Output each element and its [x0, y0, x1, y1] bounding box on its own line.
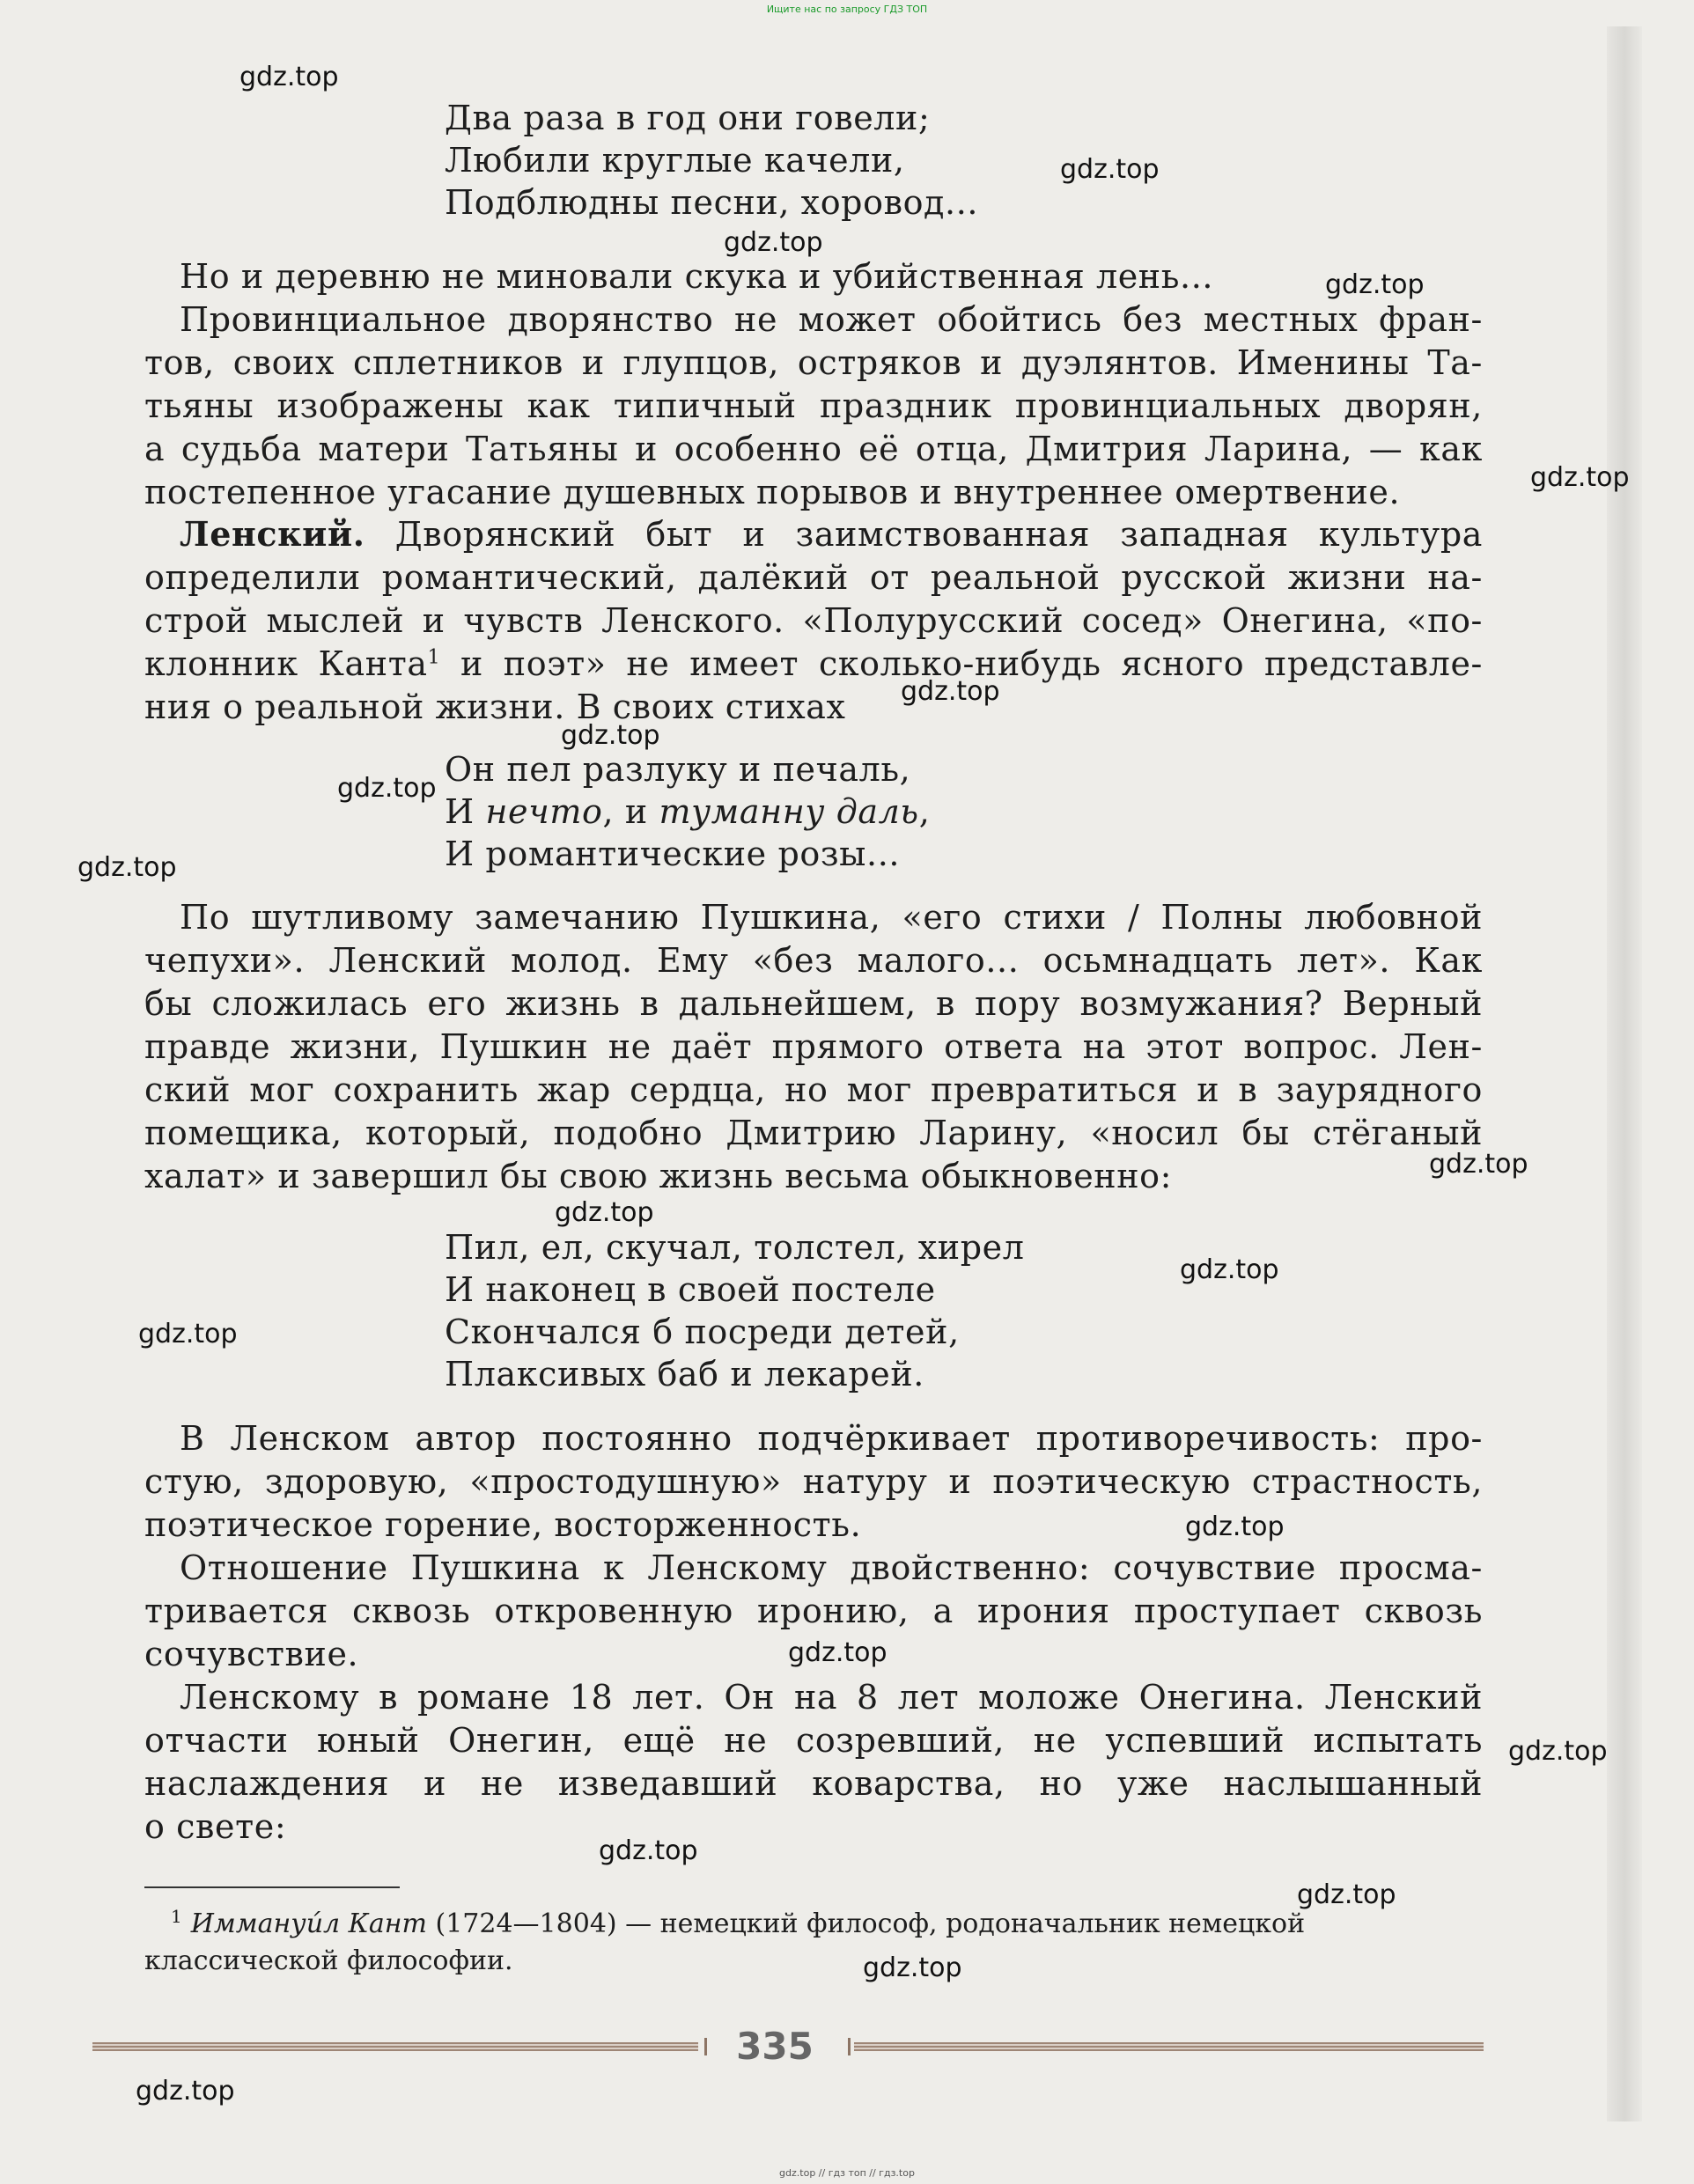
- paragraph-line: правде жизни, Пушкин не даёт прямого ответа на этот вопрос. Лен-: [144, 1027, 1483, 1066]
- paragraph-line: постепенное угасание душевных порывов и внутреннее омертвение.: [144, 473, 1401, 511]
- paragraph-line: поэтическое горение, восторженность.: [144, 1505, 862, 1544]
- verse-line: И наконец в своей постеле: [445, 1270, 936, 1309]
- paragraph-line: тьяны изображены как типичный праздник провинциальных дворян,: [144, 386, 1483, 425]
- page-edge-shadow: [1607, 26, 1642, 2121]
- verse-line: Любили круглые качели,: [445, 141, 905, 180]
- section-term: Ленский.: [180, 514, 365, 554]
- verse-line: Два раза в год они говели;: [445, 99, 931, 137]
- paragraph-line: В Ленском автор постоянно подчёркивает противоречивость: про-: [180, 1419, 1483, 1458]
- paragraph-line: халат» и завершил бы свою жизнь весьма обыкновенно:: [144, 1157, 1173, 1195]
- verse-line: Он пел разлуку и печаль,: [445, 750, 911, 789]
- paragraph-line: сочувствие.: [144, 1635, 359, 1673]
- paragraph-line: Провинциальное дворянство не может обойтись без местных фран-: [180, 300, 1483, 339]
- paragraph-line: стую, здоровую, «простодушную» натуру и поэтическую страстность,: [144, 1462, 1483, 1501]
- paragraph-line: строй мыслей и чувств Ленского. «Полурусский сосед» Онегина, «по-: [144, 601, 1483, 640]
- verse-line: Пил, ел, скучал, толстел, хирел: [445, 1228, 1025, 1267]
- watermark-text: gdz.top: [1325, 269, 1425, 300]
- rule-cap: [848, 2038, 851, 2055]
- watermark-text: gdz.top: [599, 1835, 698, 1866]
- paragraph-line: Ленскому в романе 18 лет. Он на 8 лет моложе Онегина. Ленский: [180, 1678, 1483, 1717]
- watermark-text: gdz.top: [1297, 1879, 1396, 1910]
- watermark-text: gdz.top: [239, 62, 339, 92]
- watermark-text: gdz.top: [788, 1637, 888, 1668]
- watermark-text: gdz.top: [138, 1319, 238, 1349]
- paragraph-line: определили романтический, далёкий от реальной русской жизни на-: [144, 558, 1483, 597]
- page-rule-right: [854, 2042, 1484, 2051]
- watermark-text: gdz.top: [1180, 1254, 1279, 1285]
- paragraph-line: Но и деревню не миновали скука и убийственная лень...: [180, 257, 1214, 296]
- watermark-text: gdz.top: [1530, 462, 1630, 493]
- watermark-text: gdz.top: [1429, 1149, 1528, 1180]
- paragraph-line: По шутливому замечанию Пушкина, «его стихи / Полны любовной: [180, 898, 1483, 937]
- verse-line: И нечто, и туманну даль,: [445, 792, 931, 831]
- paragraph-line: ния о реальной жизни. В своих стихах: [144, 688, 846, 726]
- paragraph-line: отчасти юный Онегин, ещё не созревший, не успевший испытать: [144, 1721, 1483, 1760]
- watermark-text: gdz.top: [1508, 1736, 1608, 1767]
- paragraph-line: клонник Канта$^1$ и поэт» не имеет сколько-нибудь ясного представле-: [144, 644, 1483, 683]
- verse-line: Подблюдны песни, хоровод...: [445, 183, 979, 222]
- footnote-line: классической философии.: [144, 1945, 513, 1976]
- watermark-text: gdz.top: [1060, 154, 1160, 185]
- paragraph-line: Ленский. Дворянский быт и заимствованная западная культура: [180, 514, 1483, 554]
- watermark-text: gdz.top: [136, 2076, 235, 2107]
- paragraph-line: тов, своих сплетников и глупцов, остряков и дуэлянтов. Именины Та-: [144, 343, 1483, 382]
- verse-line: И романтические розы...: [445, 835, 901, 873]
- watermark-text: gdz.top: [1185, 1511, 1285, 1542]
- paragraph-line: а судьба матери Татьяны и особенно её отца, Дмитрия Ларина, — как: [144, 430, 1483, 468]
- watermark-text: gdz.top: [77, 852, 177, 883]
- page-number: 335: [736, 2025, 814, 2068]
- paragraph-line: ский мог сохранить жар сердца, но мог превратиться и в заурядного: [144, 1070, 1483, 1109]
- paragraph-line: чепухи». Ленский молод. Ему «без малого... осьмнадцать лет». Как: [144, 941, 1483, 980]
- paragraph-line: о свете:: [144, 1807, 287, 1846]
- paragraph-line: наслаждения и не изведавший коварства, но уже наслышанный: [144, 1764, 1483, 1803]
- footnote-rule: [144, 1886, 400, 1888]
- header-note: Ищите нас по запросу ГДЗ ТОП: [766, 4, 928, 15]
- paragraph-line: Отношение Пушкина к Ленскому двойственно: сочувствие просма-: [180, 1548, 1483, 1587]
- footnote-ref: 1: [427, 646, 441, 669]
- verse-line: Плаксивых баб и лекарей.: [445, 1355, 924, 1393]
- paragraph-line: помещика, который, подобно Дмитрию Ларину, «носил бы стёганый: [144, 1114, 1483, 1152]
- watermark-text: gdz.top: [901, 676, 1000, 707]
- watermark-text: gdz.top: [561, 720, 660, 751]
- footnote-line: $^1$ Иммануи́л Кант (1724—1804) — немецкий философ, родоначальник немецкой: [171, 1906, 1306, 1939]
- watermark-text: gdz.top: [724, 227, 823, 258]
- watermark-text: gdz.top: [337, 773, 437, 804]
- paragraph-line: тривается сквозь откровенную иронию, а ирония проступает сквозь: [144, 1592, 1483, 1630]
- paragraph-line: бы сложилась его жизнь в дальнейшем, в пору возмужания? Верный: [144, 984, 1483, 1023]
- page-rule-left: [92, 2042, 698, 2051]
- watermark-text: gdz.top: [863, 1952, 962, 1983]
- footer-note: gdz.top // гдз топ // гдз.top: [779, 2167, 915, 2179]
- watermark-text: gdz.top: [555, 1197, 654, 1228]
- verse-line: Скончался б посреди детей,: [445, 1313, 960, 1351]
